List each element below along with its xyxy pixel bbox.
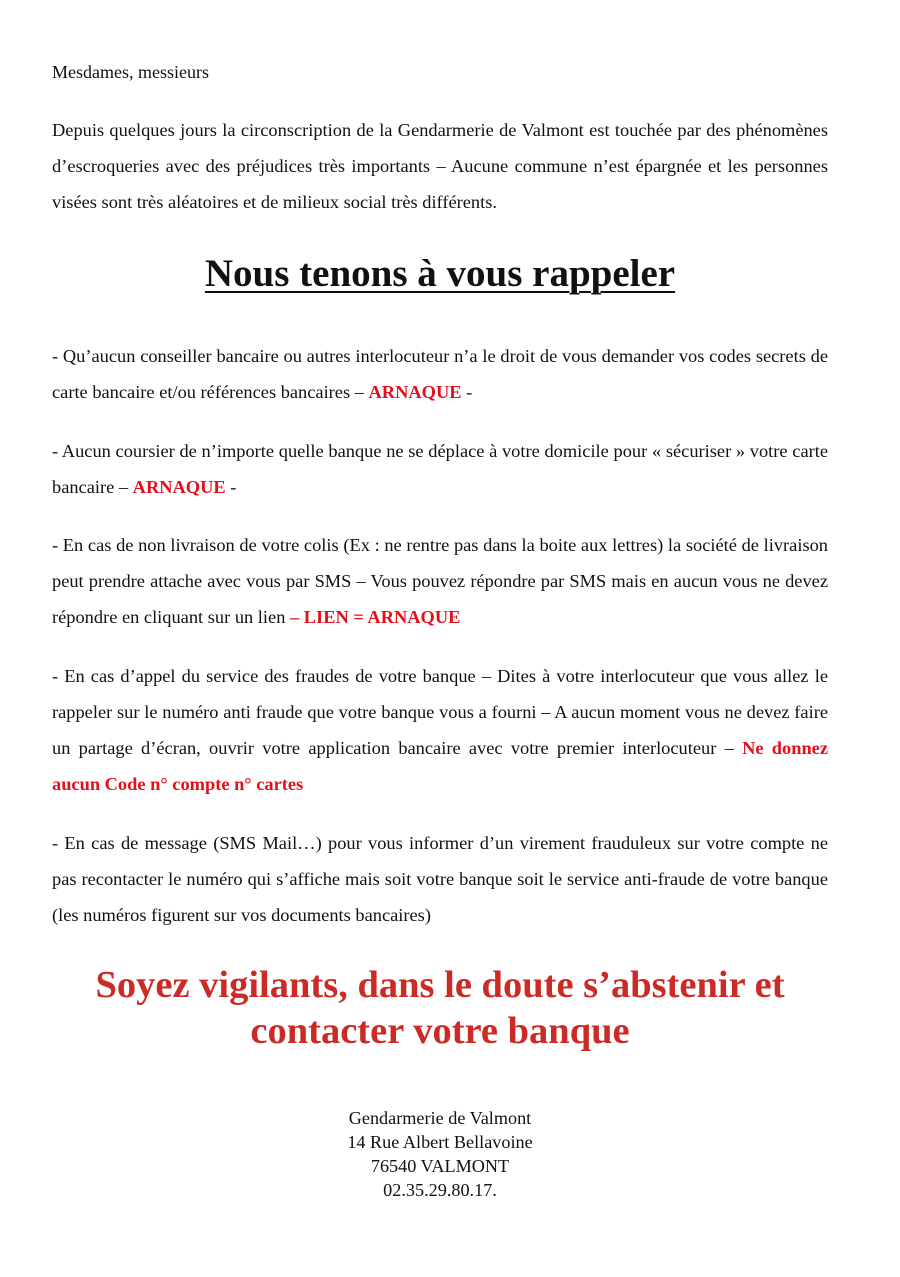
warning-item-courier [52,433,828,505]
warning-item-fraud-call [52,658,828,802]
reminder-heading [52,248,828,300]
reminder-heading-text: Nous tenons à vous rappeler [204,252,676,295]
item-text: - En cas d’appel du service des fraudes de votre banque – Dites à votre interlocuteur que vous allez le rappeler sur le numéro anti fraude que votre banque vous a fourni – A aucun moment vous ne devez faire un partage d’écran, ouvrir votre application bancaire avec votre premier interlocuteur – [52,666,828,758]
item-text: - En cas de message (SMS Mail…) pour vous informer d’un virement frauduleux sur votre compte ne pas recontacter le numéro qui s’affiche mais soit votre banque soit le service anti-fraude de votre banque (les numéros figurent sur vos documents bancaires) [52,833,828,925]
item-text: - Qu’aucun conseiller bancaire ou autres interlocuteur n’a le droit de vous demander vos codes secrets de carte bancaire et/ou références bancaires – [52,346,828,402]
closing-line-2: contacter votre banque [250,1010,630,1052]
warning-item-fraud-message [52,825,828,933]
signature-block [52,1106,828,1202]
item-warning: – LIEN = ARNAQUE [289,607,461,627]
intro-paragraph: Depuis quelques jours la circonscription de la Gendarmerie de Valmont est touchée par des phénomènes d’escroqueries avec des préjudices très importants – Aucune commune n’est épargnée et les personnes visées sont très aléatoires et de milieux social très différents. [52,120,828,212]
signature-street: 14 Rue Albert Bellavoine [347,1132,533,1152]
salutation: Mesdames, messieurs [52,62,209,82]
warning-item-parcel-sms [52,527,828,635]
item-suffix: - [225,477,237,497]
closing-warning [42,962,838,1054]
signature-name: Gendarmerie de Valmont [348,1108,532,1128]
signature-city: 76540 VALMONT [370,1156,510,1176]
item-warning: Ne donnez aucun Code n° compte n° cartes [52,738,829,794]
item-warning: ARNAQUE [132,477,226,497]
item-warning: ARNAQUE [368,382,462,402]
item-suffix: - [461,382,473,402]
signature-phone: 02.35.29.80.17. [383,1180,497,1200]
closing-line-1: Soyez vigilants, dans le doute s’abstenir et [95,964,785,1006]
item-text: - Aucun coursier de n’importe quelle banque ne se déplace à votre domicile pour « sécuriser » votre carte bancaire – [52,441,828,497]
warning-item-bank-advisor [52,338,828,410]
item-text: - En cas de non livraison de votre colis (Ex : ne rentre pas dans la boite aux lettres) la société de livraison peut prendre attache avec vous par SMS – Vous pouvez répondre par SMS mais en aucun vous ne devez répondre en cliquant sur un lien [52,535,828,627]
